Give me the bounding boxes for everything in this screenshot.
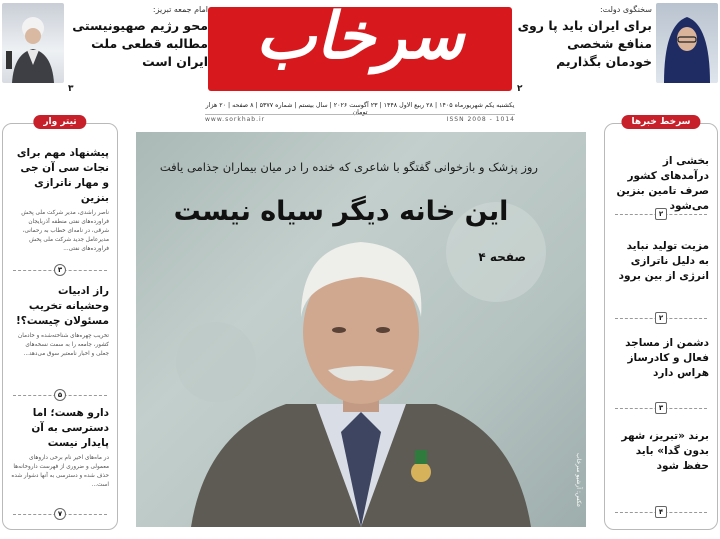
- right-news-column: [604, 117, 718, 530]
- portrait-figure-icon: [656, 3, 718, 83]
- left-item-2[interactable]: [11, 284, 109, 359]
- right-item-1[interactable]: [613, 154, 709, 214]
- main-kicker: روز پزشک و بازخوانی گفتگو با شاعری که خنده را در میان بیماران جذامی یافت: [159, 160, 538, 174]
- left-item-page-number: ۳: [54, 264, 66, 276]
- website-bar: [205, 114, 515, 123]
- right-item-headline: دشمن از مساجد فعال و کادرساز هراس دارد: [625, 337, 709, 379]
- right-item-headline: مزیت تولید نباید به دلیل ناترازی انرژی از بین برود: [618, 240, 709, 282]
- right-item-page-divider: [615, 208, 707, 220]
- right-item-headline: برند «تبریز، شهر بدون گدا» باید حفظ شود: [621, 430, 709, 472]
- left-item-page-number: ۷: [54, 508, 66, 520]
- newspaper-logo[interactable]: [208, 7, 512, 91]
- right-item-page-divider: [615, 312, 707, 324]
- left-item-summary: ناصر راشدی، مدیر شرکت ملی پخش فراورده‌های نفتی منطقه آذربایجان شرقی، در نامه‌ای خطاب به رحمانی، مدیرعامل جدید شرکت ملی پخش فراورده‌های نفتی...: [21, 210, 109, 252]
- spokeswoman-portrait-photo: [656, 3, 718, 83]
- cleric-portrait-photo: [2, 3, 64, 83]
- left-teaser[interactable]: [68, 4, 208, 94]
- left-item-page-number: ۵: [54, 389, 66, 401]
- left-item-page-divider: [13, 508, 107, 520]
- issn: ISSN 2008 - 1014: [446, 116, 515, 123]
- left-teaser-page: ۳: [68, 84, 74, 94]
- right-item-page-divider: [615, 506, 707, 518]
- right-column-label: سرخط خبرها: [621, 115, 700, 129]
- logo-text: سرخاب: [255, 7, 465, 74]
- right-item-page-number: ۴: [655, 506, 667, 518]
- right-item-page-number: ۳: [655, 402, 667, 414]
- left-item-headline: پیشنهاد مهم برای نجات سی آن جی و مهار ناترازی بنزین: [16, 147, 109, 204]
- main-story[interactable]: [136, 132, 586, 527]
- right-item-2[interactable]: [613, 239, 709, 284]
- main-page-reference: صفحه ۴: [478, 250, 526, 264]
- left-item-headline: دارو هست؛ اما دسترسی به آن پایدار نیست: [31, 407, 109, 449]
- website-url[interactable]: www.sorkhab.ir: [205, 116, 266, 123]
- dateline: یکشنبه یکم شهریورماه ۱۴۰۵ | ۲۸ ربیع الاول ۱۴۴۸ | ۲۳ آگوست ۲۰۲۶ | سال بیستم | شماره ۵۳۷۷ | ۸ صفحه | ۲۰ هزار تومان: [205, 102, 515, 116]
- right-teaser-headline: برای ایران باید پا روی منافع شخصی خودمان بگذاریم: [517, 18, 652, 69]
- right-item-page-divider: [615, 402, 707, 414]
- left-item-page-divider: [13, 264, 107, 276]
- left-item-3[interactable]: [11, 406, 109, 490]
- right-item-page-number: ۲: [655, 312, 667, 324]
- left-item-1[interactable]: [11, 146, 109, 254]
- right-teaser-kicker: سخنگوی دولت:: [599, 5, 652, 14]
- portrait-figure-icon: [2, 3, 64, 83]
- left-item-headline: راز ادبیات وحشیانه تخریب مسئولان چیست؟!: [15, 285, 109, 327]
- right-teaser-page: ۲: [517, 84, 523, 94]
- left-column-label: تیتر وار: [33, 115, 86, 129]
- poet-portrait-photo: [136, 132, 586, 527]
- main-headline[interactable]: این خانه دیگر سیاه نیست: [173, 196, 509, 227]
- left-news-column: [2, 117, 118, 530]
- right-teaser[interactable]: [517, 4, 652, 94]
- right-item-page-number: ۲: [655, 208, 667, 220]
- left-teaser-headline: محو رژیم صهیونیستی مطالبه قطعی ملت ایران است: [72, 18, 208, 69]
- photo-credit: عکس: آرشیو سرخاب: [575, 452, 582, 507]
- left-item-summary: در ماه‌های اخیر نام برخی داروهای معمولی و ضروری از فهرست داروخانه‌ها حذف شده و دسترسی به آنها دشوار شده است...: [11, 455, 109, 488]
- right-item-4[interactable]: [613, 429, 709, 474]
- right-item-3[interactable]: [613, 336, 709, 381]
- left-item-summary: تخریب چهره‌های شناخته‌شده و خادمان کشور، جامعه را به سمت نسخه‌های جعلی و اخبار نامعتبر سوق می‌دهد...: [18, 333, 109, 357]
- left-item-page-divider: [13, 389, 107, 401]
- right-item-headline: بخشی از درآمدهای کشور صرف تامین بنزین می‌شود: [616, 155, 709, 212]
- left-teaser-kicker: امام جمعه تبریز:: [152, 5, 208, 14]
